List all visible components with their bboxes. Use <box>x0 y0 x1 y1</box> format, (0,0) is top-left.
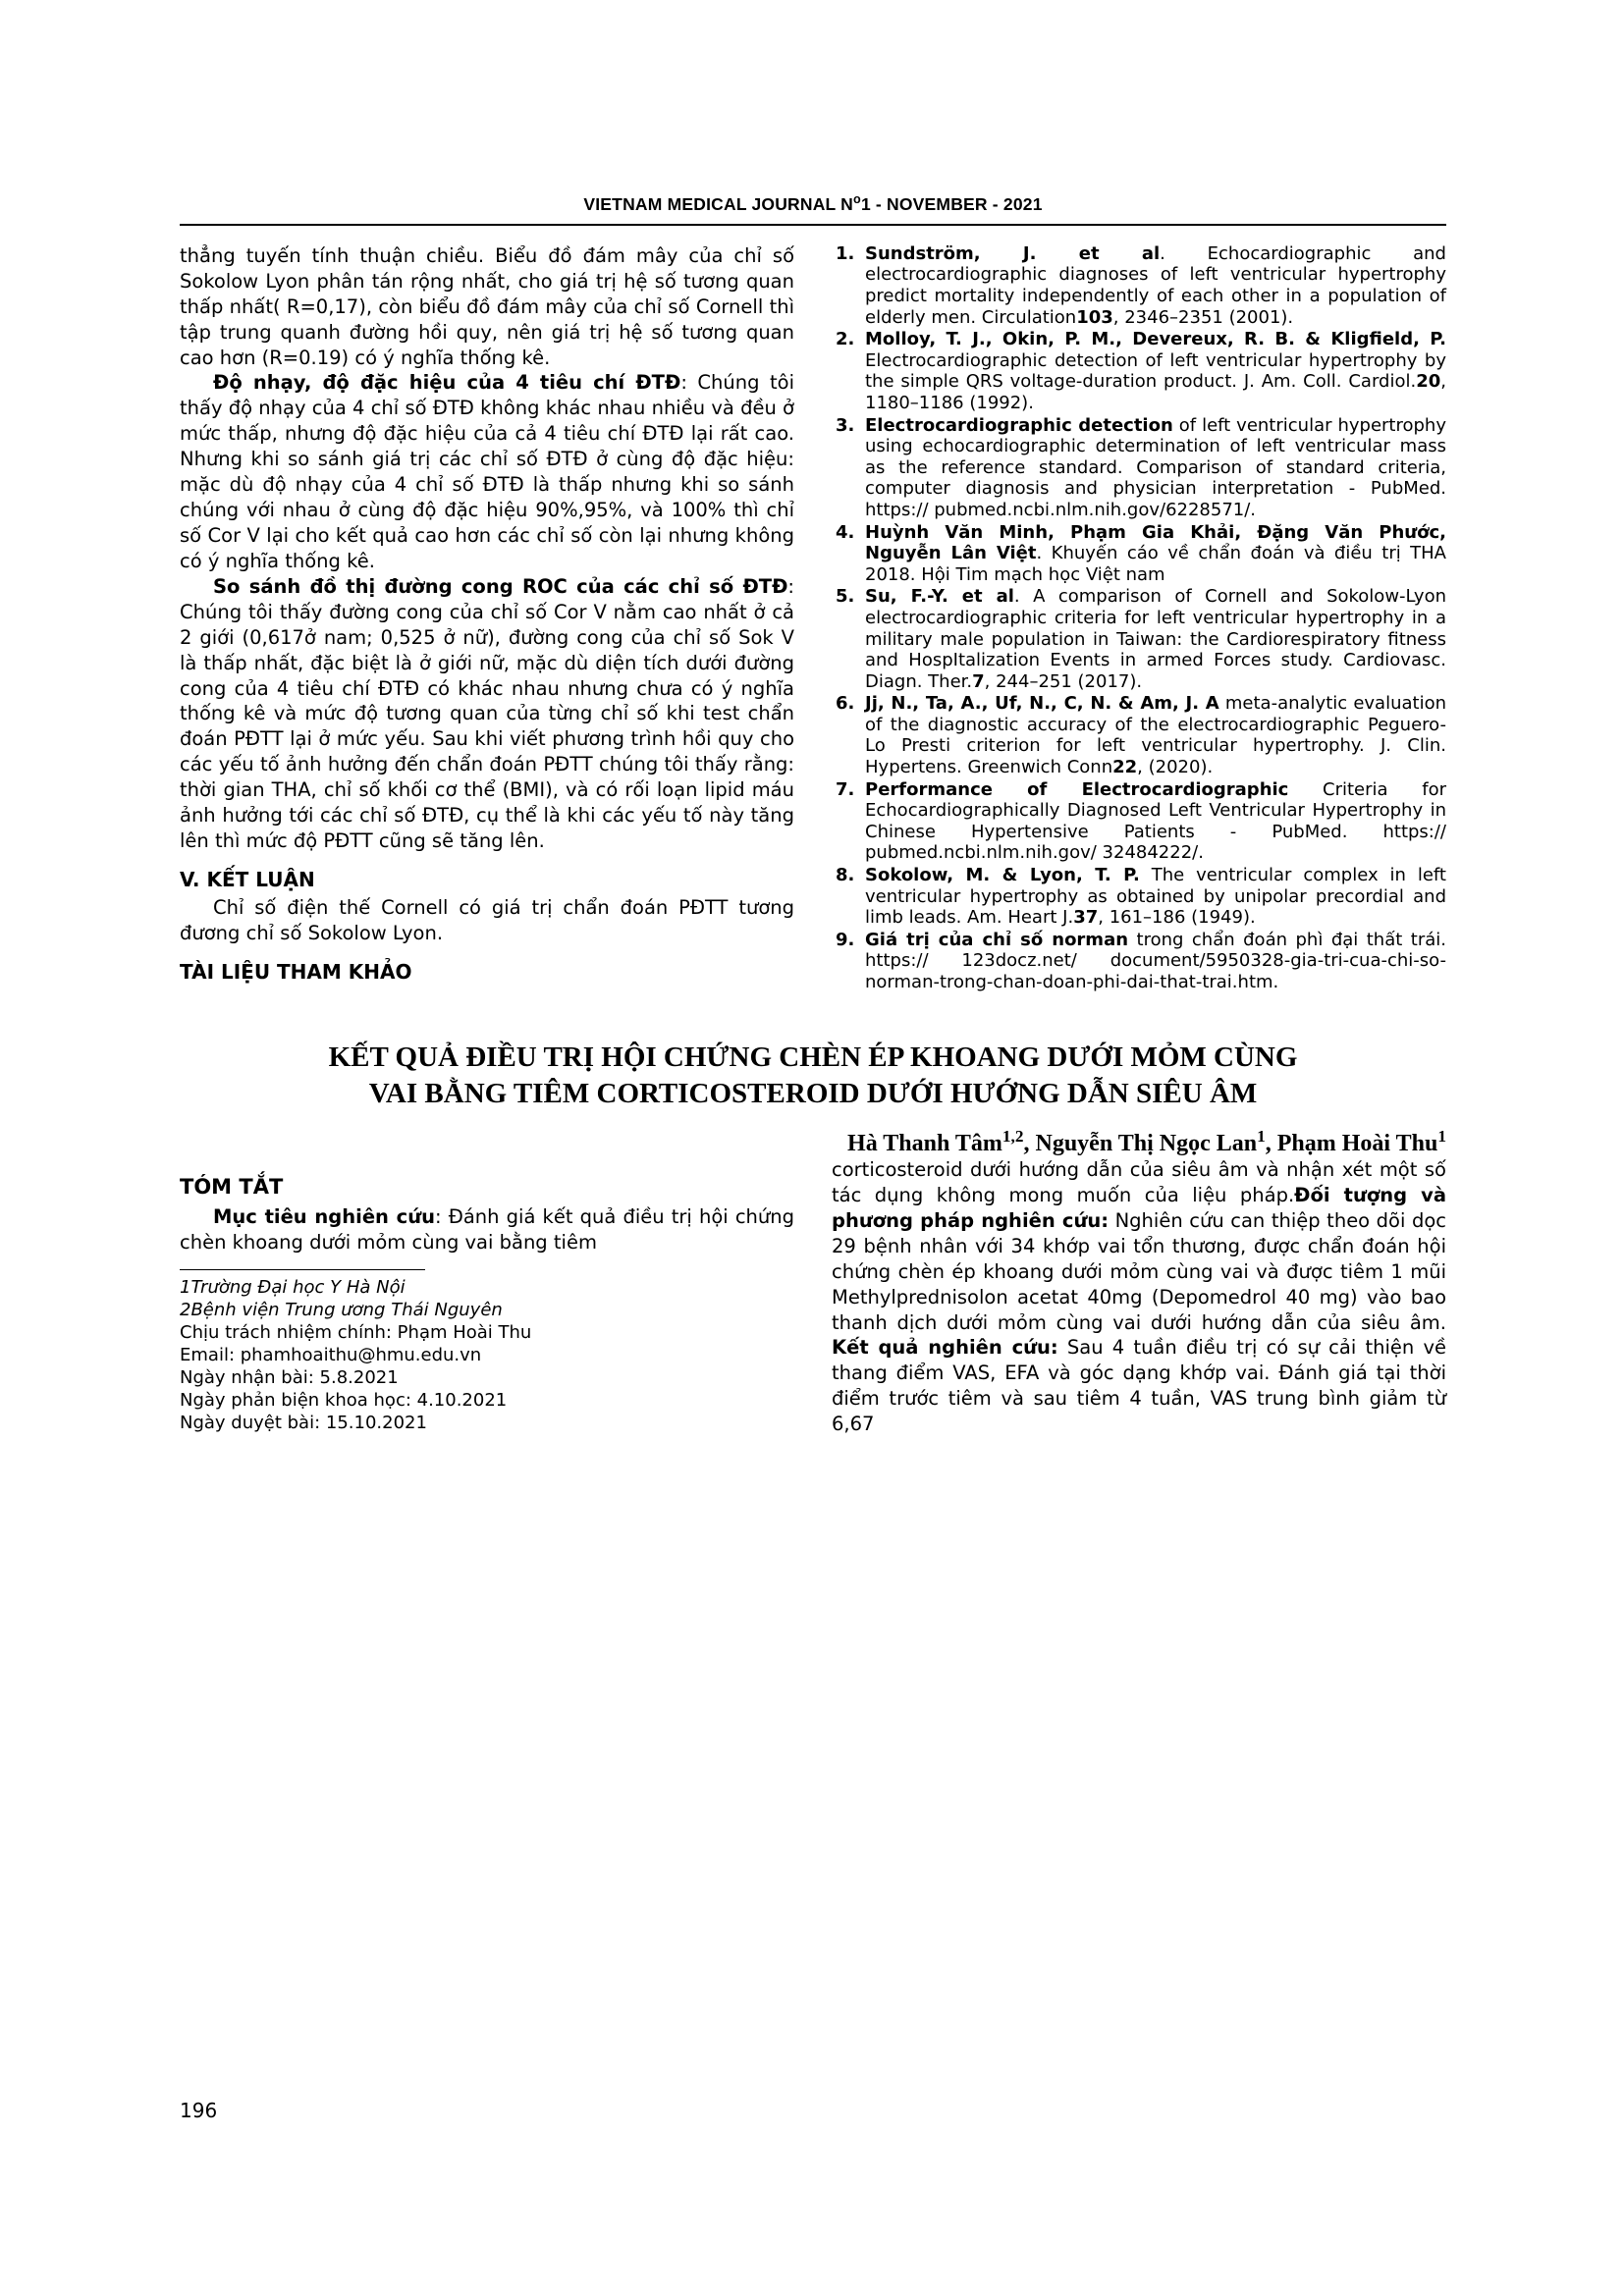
running-head-post: 1 - NOVEMBER - 2021 <box>860 193 1043 214</box>
summary-continuation <box>832 1157 1446 1437</box>
reference-authors: Electrocardiographic detection <box>865 414 1173 436</box>
article-authors <box>180 1127 1446 1157</box>
reference-authors: Su, F.-Y. et al <box>865 586 1014 608</box>
reference-pages: , 161–186 (1949). <box>1098 907 1256 929</box>
running-head-sup: o <box>853 192 861 206</box>
reference-item <box>832 865 1446 929</box>
author-1: Hà Thanh Tâm <box>847 1130 1002 1156</box>
summary-results-lead: Kết quả nghiên cứu: <box>832 1336 1058 1360</box>
reference-item <box>832 693 1446 777</box>
paragraph-1: thẳng tuyến tính thuận chiều. Biểu đồ đám mây của chỉ số Sokolow Lyon phân tán rộng nhất, cho giá trị hệ số tương quan thấp nhất( R=0,17), còn biểu đồ đám mây của chỉ số Cornell thì tập trung quanh đường hồi quy, nên giá trị hệ số tương quan cao hơn (R=0.19) có ý nghĩa thống kê. <box>180 243 794 369</box>
author-2: , Nguyễn Thị Ngọc Lan <box>1023 1130 1258 1156</box>
date-received: Ngày nhận bài: 5.8.2021 <box>180 1366 399 1388</box>
reference-item <box>832 779 1446 864</box>
paragraph-3-lead: So sánh đồ thị đường cong ROC của các chỉ số ĐTĐ <box>213 574 788 598</box>
reference-authors: Sokolow, M. & Lyon, T. P. <box>865 865 1140 886</box>
reference-text: trong chẩn đoán phì đại thất trái. https:// 123docz.net/ document/5950328-gia-tri-cua-chi-so-norman-trong-chan-doan-phi-dai-that-trai.htm. <box>865 929 1447 993</box>
affiliation-1: 1Trường Đại học Y Hà Nội <box>180 1276 406 1298</box>
reference-pages: , 244–251 (2017). <box>984 670 1143 692</box>
footnote-block <box>180 1276 794 1434</box>
running-head-pre: VIETNAM MEDICAL JOURNAL N <box>583 193 854 214</box>
reference-item <box>832 415 1446 521</box>
summary-text-2: Nghiên cứu can thiệp theo dõi dọc 29 bệnh nhân với 34 khớp vai tổn thương, được chẩn đoán hội chứng chèn ép khoang dưới mỏm cùng vai và được tiêm 1 mũi Methylprednisolon acetat 40mg (Depomedrol 40 mg) vào bao thanh dịch dưới mỏm cùng vai dưới hướng dẫn của siêu âm. <box>832 1208 1446 1334</box>
reference-item <box>832 243 1446 328</box>
paragraph-2 <box>180 370 794 573</box>
right-column <box>832 243 1446 994</box>
reference-volume: 20 <box>1416 371 1441 393</box>
reference-volume: 7 <box>972 670 985 692</box>
reference-pages: , (2020). <box>1137 757 1214 778</box>
author-2-affiliation-marker: 1 <box>1257 1126 1266 1146</box>
summary-objective-lead: Mục tiêu nghiên cứu <box>213 1204 436 1228</box>
paragraph-2-lead: Độ nhạy, độ đặc hiệu của 4 tiêu chí ĐTĐ <box>213 371 681 395</box>
article-2-left-column <box>180 1157 794 1434</box>
reference-authors: Giá trị của chỉ số norman <box>865 929 1129 950</box>
reference-item <box>832 329 1446 413</box>
reference-text: meta-analytic evaluation of the diagnostic accuracy of the electrocardiographic Peguero-Lo Presti criterion for left ventricular hypertrophy. J. Clin. Hypertens. Greenwich Conn <box>865 693 1446 778</box>
reference-text: Electrocardiographic detection of left ventricular hypertrophy by the simple QRS voltage-duration product. J. Am. Coll. Cardiol. <box>865 349 1446 393</box>
section-heading-references: TÀI LIỆU THAM KHẢO <box>180 959 412 984</box>
summary-text-3: Sau 4 tuần điều trị có sự cải thiện về thang điểm VAS, EFA và góc dạng khớp vai. Đánh giá tại thời điểm trước tiêm và sau tiêm 4 tuần, VAS trung bình giảm từ 6,67 <box>832 1336 1446 1436</box>
summary-objective <box>180 1204 794 1255</box>
article-title <box>189 1040 1436 1113</box>
reference-volume: 103 <box>1076 306 1113 328</box>
article-2 <box>180 1040 1446 1438</box>
article-2-columns <box>180 1157 1446 1437</box>
reference-authors: Performance of Electrocardiographic <box>865 778 1289 800</box>
reference-text: of left ventricular hypertrophy using echocardiographic determination of left ventricular mass as the reference standard. Comparison of standard criteria, computer diagnosis and physician interpretation - PubMed. https:// pubmed.ncbi.nlm.nih.gov/6228571/. <box>865 414 1446 520</box>
conclusion-text: Chỉ số điện thế Cornell có giá trị chẩn đoán PĐTT tương đương chỉ số Sokolow Lyon. <box>180 895 794 944</box>
reference-authors: Molloy, T. J., Okin, P. M., Devereux, R. B. & Kligfield, P. <box>865 329 1446 350</box>
page-number: 196 <box>180 2099 218 2122</box>
reference-text: . Echocardiographic and electrocardiographic diagnoses of left ventricular hypertrophy predict mortality independently of each other in a population of elderly men. Circulation <box>865 242 1446 328</box>
left-column <box>180 243 794 988</box>
reference-text: The ventricular complex in left ventricular hypertrophy as obtained by unipolar precordial and limb leads. Am. Heart J. <box>865 865 1446 929</box>
footnote-divider <box>180 1269 425 1270</box>
reference-volume: 22 <box>1112 757 1138 778</box>
reference-authors: Jj, N., Ta, A., Uf, N., C, N. & Am, J. A <box>865 693 1219 715</box>
running-head <box>180 192 1446 226</box>
reference-item <box>832 586 1446 692</box>
article-2-right-column <box>832 1157 1446 1437</box>
article-title-line-1: KẾT QUẢ ĐIỀU TRỊ HỘI CHỨNG CHÈN ÉP KHOANG DƯỚI MỎM CÙNG <box>328 1041 1298 1073</box>
reference-pages: , 2346–2351 (2001). <box>1112 306 1294 328</box>
reference-pages: , 1180–1186 (1992). <box>865 371 1446 413</box>
author-1-affiliation-marker: 1,2 <box>1001 1126 1024 1146</box>
author-3: , Phạm Hoài Thu <box>1265 1130 1438 1156</box>
reference-item <box>832 930 1446 993</box>
summary-methods-lead: Đối tượng và phương pháp nghiên cứu: <box>832 1183 1446 1232</box>
date-approved: Ngày duyệt bài: 15.10.2021 <box>180 1413 427 1434</box>
paragraph-3-rest: : Chúng tôi thấy đường cong của chỉ số Cor V nằm cao nhất ở cả 2 giới (0,617ở nam; 0,525 ở nữ), đường cong của chỉ số Sok V là thấp nhất, đặc biệt là ở giới nữ, mặc dù diện tích dưới đường cong của 4 tiêu chí ĐTĐ có khác nhau nhưng chưa có ý nghĩa thống kê và mức độ tương quan của từng chỉ số khi test chẩn đoán PĐTT lại ở mức yếu. Sau khi viết phương trình hồi quy cho các yếu tố ảnh hưởng đến chẩn đoán PĐTT chúng tôi thấy rằng: thời gian THA, chỉ số khối cơ thể (BMI), và có rối loạn lipid máu ảnh hưởng tới các chỉ số ĐTĐ, cụ thể là khi các yếu tố này tăng lên thì mức độ PĐTT cũng sẽ tăng lên. <box>180 574 794 853</box>
two-column-body <box>180 243 1446 994</box>
reference-text: . Khuyến cáo về chẩn đoán và điều trị THA 2018. Hội Tim mạch học Việt nam <box>865 543 1446 585</box>
corresponding-author: Chịu trách nhiệm chính: Phạm Hoài Thu <box>180 1321 532 1343</box>
summary-text-1: corticosteroid dưới hướng dẫn của siêu âm và nhận xét một số tác dụng không mong muốn của liệu pháp. <box>832 1157 1446 1206</box>
paragraph-3 <box>180 574 794 854</box>
reference-list <box>832 243 1446 993</box>
summary-objective-text: : Đánh giá kết quả điều trị hội chứng chèn khoang dưới mỏm cùng vai bằng tiêm <box>180 1204 795 1254</box>
reference-volume: 37 <box>1073 907 1099 929</box>
reference-authors: Huỳnh Văn Minh, Phạm Gia Khải, Đặng Văn Phước, Nguyễn Lân Việt <box>865 521 1446 564</box>
reference-text: . A comparison of Cornell and Sokolow-Lyon electrocardiographic criteria for left ventricular hypertrophy in a military male population in Taiwan: the Cardiorespiratory fitness and HospItalization Events in armed Forces study. Cardiovasc. Diagn. Ther. <box>865 586 1446 692</box>
reference-item <box>832 522 1446 586</box>
page-content <box>180 192 1446 1437</box>
reference-authors: Sundström, J. et al <box>865 242 1161 264</box>
section-heading-conclusion: V. KẾT LUẬN <box>180 867 315 891</box>
affiliation-2: 2Bệnh viện Trung ương Thái Nguyên <box>180 1299 503 1320</box>
article-title-line-2: VAI BẰNG TIÊM CORTICOSTEROID DƯỚI HƯỚNG DẪN SIÊU ÂM <box>368 1078 1258 1110</box>
reference-text: Criteria for Echocardiographically Diagnosed Left Ventricular Hypertrophy in Chinese Hypertensive Patients - PubMed. https:// pubmed.ncbi.nlm.nih.gov/ 32484222/. <box>865 778 1446 864</box>
date-reviewed: Ngày phản biện khoa học: 4.10.2021 <box>180 1389 508 1411</box>
summary-heading: TÓM TẮT <box>180 1174 284 1199</box>
paragraph-2-rest: : Chúng tôi thấy độ nhạy của 4 chỉ số ĐTĐ không khác nhau nhiều và đều ở mức thấp, nhưng độ đặc hiệu của cả 4 tiêu chí ĐTĐ lại rất cao. Nhưng khi so sánh giá trị các chỉ số ĐTĐ ở cùng độ đặc hiệu: mặc dù độ nhạy của 4 chỉ số ĐTĐ là thấp nhưng khi so sánh chúng với nhau ở cùng độ đặc hiệu 90%,95%, và 100% thì chỉ số Cor V lại cho kết quả cao hơn các chỉ số còn lại nhưng không có ý nghĩa thống kê. <box>180 371 794 572</box>
corresponding-email: Email: phamhoaithu@hmu.edu.vn <box>180 1344 482 1365</box>
author-3-affiliation-marker: 1 <box>1437 1126 1446 1146</box>
